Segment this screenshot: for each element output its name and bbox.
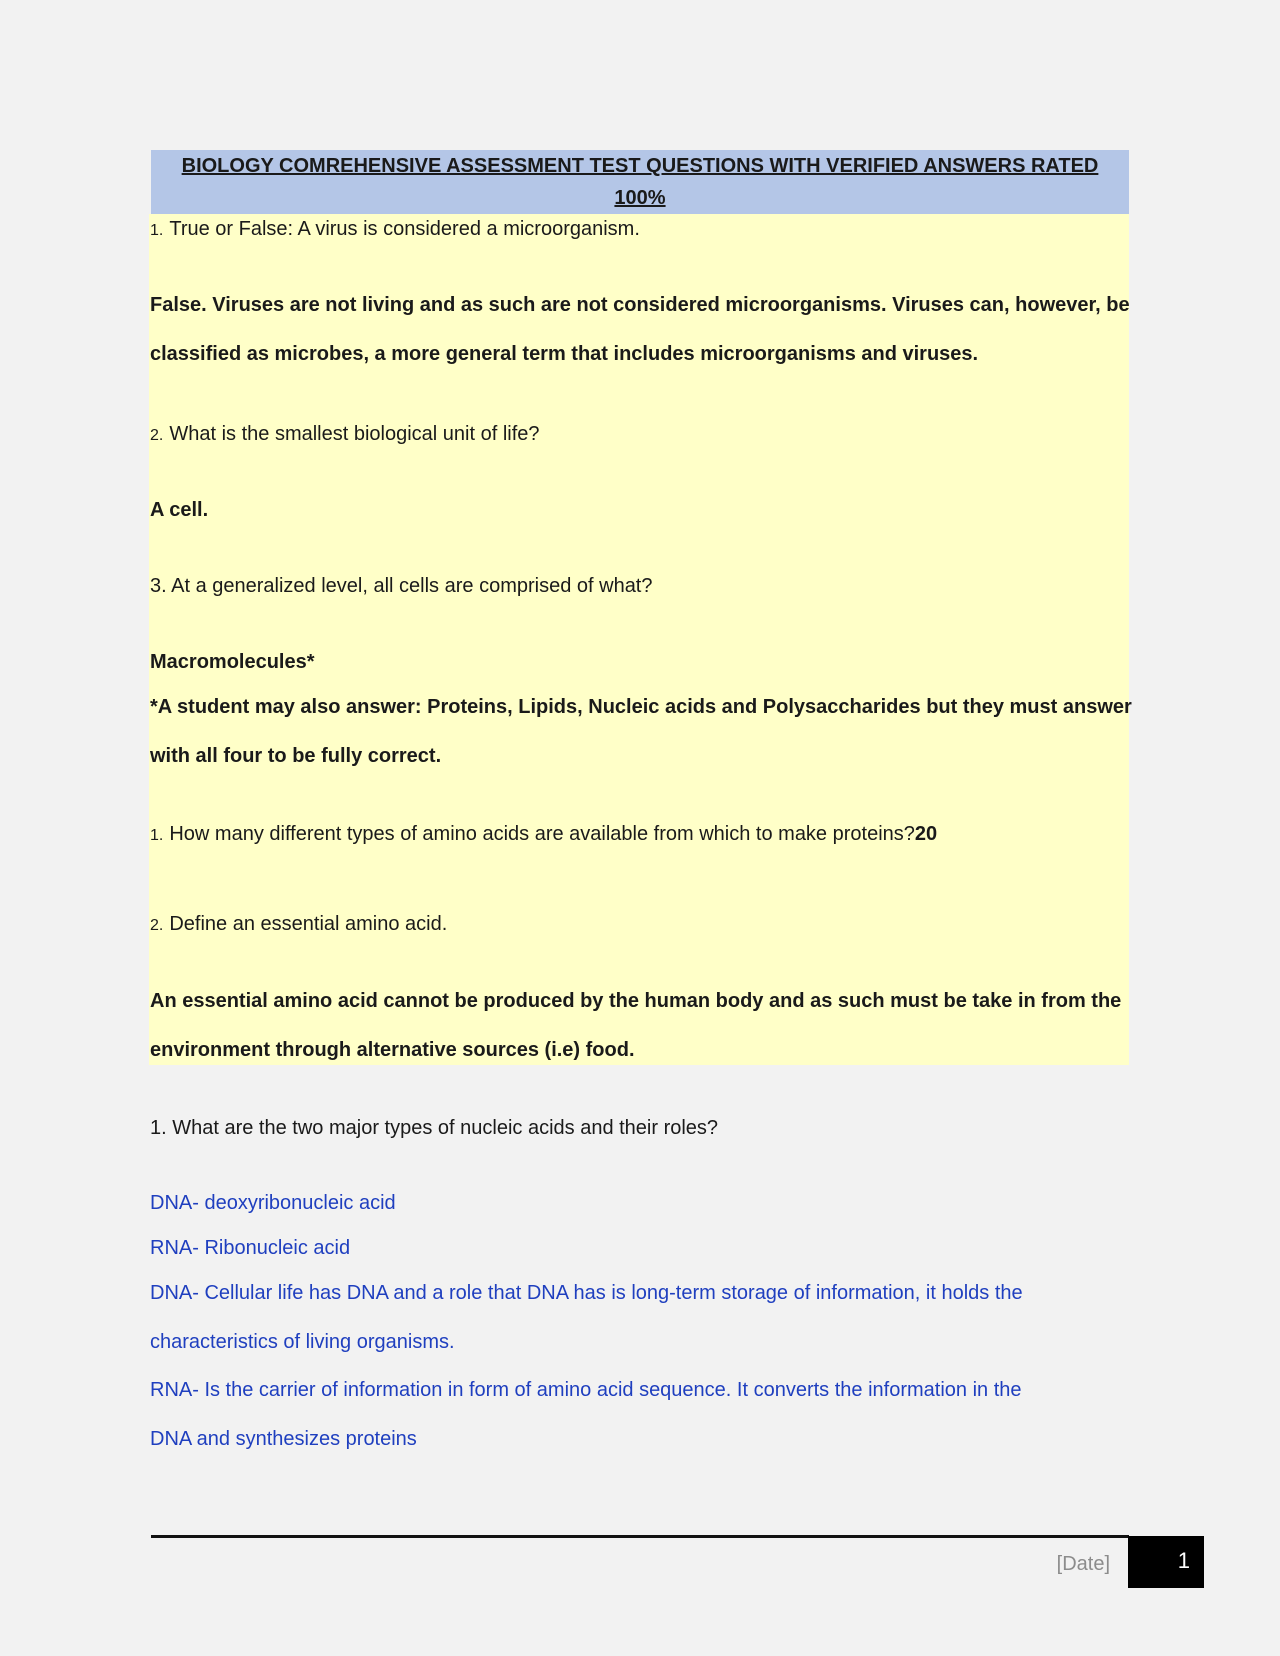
answer-2: A cell. [150,499,209,521]
question-5 [150,913,447,936]
answer-6-rna-role-line-1: RNA- Is the carrier of information in form of amino acid sequence. It converts the information in the [150,1379,1022,1401]
question-4 [150,823,937,846]
footer-rule [151,1535,1129,1538]
question-number: 2. [150,917,164,934]
answer-3-note-line-1: *A student may also answer: Proteins, Lipids, Nucleic acids and Polysaccharides but they must answer [150,696,1132,718]
question-3: 3. At a generalized level, all cells are comprised of what? [150,575,653,597]
answer-5-line-1: An essential amino acid cannot be produced by the human body and as such must be take in from the [150,990,1122,1012]
question-text: True or False: A virus is considered a microorganism. [169,218,640,240]
question-number: 1. [150,827,164,844]
title-line-1: BIOLOGY COMREHENSIVE ASSESSMENT TEST QUESTIONS WITH VERIFIED ANSWERS RATED [181,155,1099,177]
answer-6-dna-role-line-1: DNA- Cellular life has DNA and a role that DNA has is long-term storage of information, it holds the [150,1282,1023,1304]
highlighted-section [149,214,1129,1065]
question-1 [150,218,640,241]
question-2 [150,423,540,446]
question-6: 1. What are the two major types of nucleic acids and their roles? [150,1117,719,1139]
answer-6-rna-role-line-2: DNA and synthesizes proteins [150,1428,417,1450]
page-number-box [1128,1536,1204,1588]
document-title [151,150,1129,214]
answer-6-rna: RNA- Ribonucleic acid [150,1237,351,1259]
answer-1-line-1: False. Viruses are not living and as such are not considered microorganisms. Viruses can, however, be [150,294,1130,316]
question-text: What is the smallest biological unit of life? [169,423,540,445]
answer-4: 20 [914,823,938,845]
footer-date: [Date] [1056,1553,1110,1575]
question-text: Define an essential amino acid. [169,913,448,935]
title-line-2: 100% [614,187,666,209]
question-number: 1. [150,222,164,239]
answer-3-note-line-2: with all four to be fully correct. [150,745,442,767]
answer-3: Macromolecules* [150,651,315,673]
question-text: How many different types of amino acids are available from which to make proteins? [169,823,915,845]
answer-1-line-2: classified as microbes, a more general term that includes microorganisms and viruses. [150,343,979,365]
answer-6-dna-role-line-2: characteristics of living organisms. [150,1331,455,1353]
question-number: 2. [150,427,164,444]
page-number: 1 [1177,1548,1190,1573]
answer-6-dna: DNA- deoxyribonucleic acid [150,1192,396,1214]
answer-5-line-2: environment through alternative sources (i.e) food. [150,1039,635,1061]
